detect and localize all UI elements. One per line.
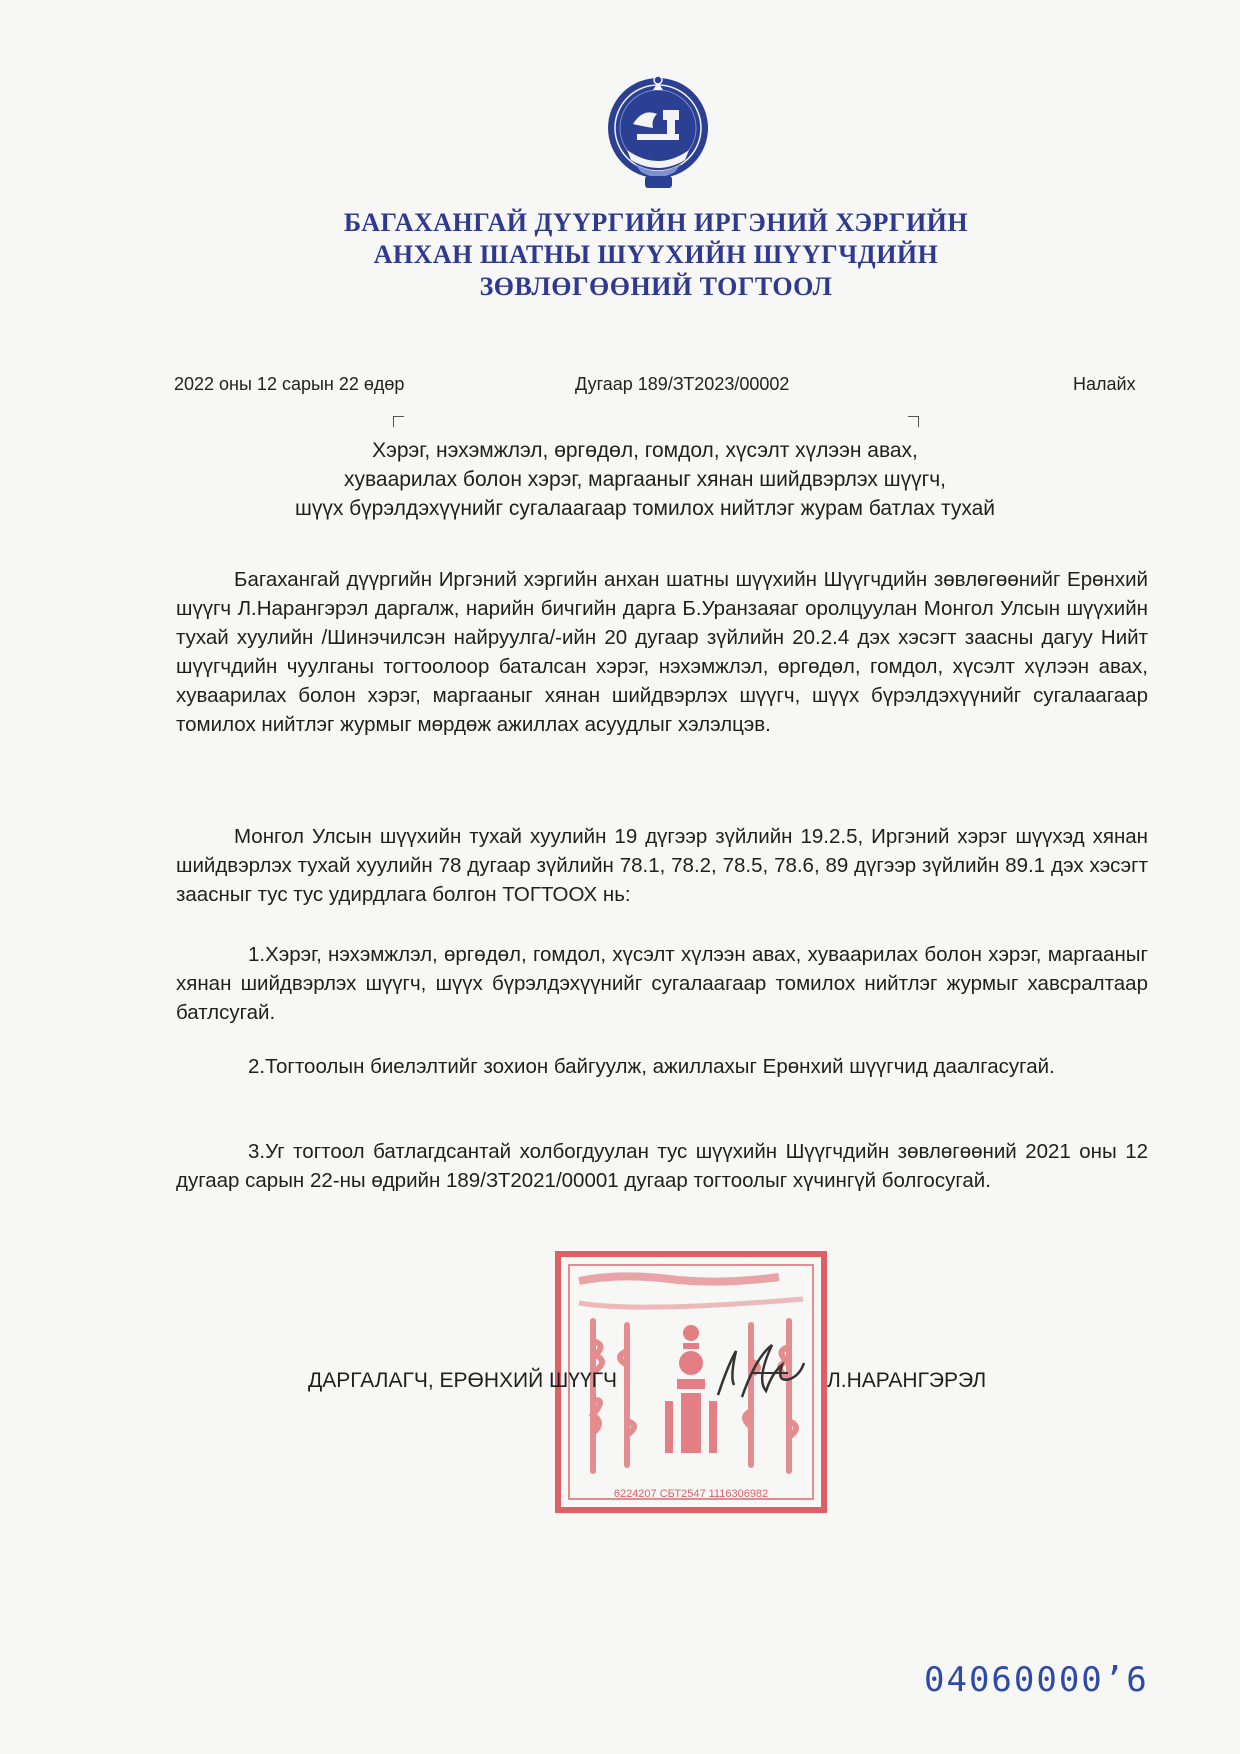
heading-line: ЗӨВЛӨГӨӨНИЙ ТОГТООЛ: [479, 272, 833, 301]
mongolia-state-emblem-icon: [605, 72, 712, 192]
resolution-item: 1.Хэрэг, нэхэмжлэл, өргөдөл, гомдол, хүсэлт хүлээн авах, хуваарилах болон хэрэг, маргааныг хянан шийдвэрлэх шүүгч, шүүх бүрэлдэхүүнийг сугалаагаар томилох нийтлэг журмыг хавсралтаар батлсугай.: [176, 943, 1148, 1024]
heading-line: АНХАН ШАТНЫ ШҮҮХИЙН ШҮҮГЧДИЙН: [373, 240, 939, 269]
document-date: 2022 оны 12 сарын 22 өдөр: [174, 374, 405, 394]
subject-corner-right: [908, 416, 919, 427]
legal-basis-paragraph: Монгол Улсын шүүхийн тухай хуулийн 19 дүгээр зүйлийн 19.2.5, Иргэний хэрэг шүүхэд хянан шийдвэрлэх тухай хуулийн 78 дугаар зүйлийн 78.1, 78.2, 78.5, 78.6, 89 дүгээр зүйлийн 89.1 дэх хэсэгт заасныг тус тус удирдлага болгон ТОГТООХ нь:: [176, 825, 1148, 906]
document-subject: [200, 436, 1090, 523]
subject-line: хуваарилах болон хэрэг, маргааныг хянан шийдвэрлэх шүүгч,: [343, 468, 947, 491]
heading-line: БАГАХАНГАЙ ДҮҮРГИЙН ИРГЭНИЙ ХЭРГИЙН: [343, 208, 969, 237]
subject-line: Хэрэг, нэхэмжлэл, өргөдөл, гомдол, хүсэлт хүлээн авах,: [372, 439, 918, 462]
subject-line: шүүх бүрэлдэхүүнийг сугалаагаар томилох нийтлэг журам батлах тухай: [294, 497, 996, 520]
stamp-number: 6224207 СБТ2547 1116306982: [613, 1488, 769, 1500]
signatory-title: ДАРГАЛАГЧ, ЕРӨНХИЙ ШҮҮГЧ: [308, 1369, 618, 1392]
handwritten-signature-icon: [712, 1337, 812, 1407]
signatory-name: Л.НАРАНГЭРЭЛ: [827, 1369, 987, 1392]
preamble-paragraph: Багахангай дүүргийн Иргэний хэргийн анхан шатны шүүхийн Шүүгчдийн зөвлөгөөнийг Ерөнхий шүүгч Л.Нарангэрэл даргалж, нарийн бичгийн дарга Б.Уранзаяаг оролцуулан Монгол Улсын шүүхийн тухай хуулийн /Шинэчилсэн найруулга/-ийн 20 дугаар зүйлийн 20.2.4 дэх хэсэгт заасны дагуу Нийт шүүгчдийн чуулганы тогтоолоор баталсан хэрэг, нэхэмжлэл, өргөдөл, гомдол, хүсэлт хүлээн авах, хуваарилах болон хэрэг, маргааныг хянан шийдвэрлэх шүүгч, шүүх бүрэлдэхүүнийг сугалаагаар томилох нийтлэг журмыг мөрдөж ажиллах асуудлыг хэлэлцэв.: [176, 568, 1148, 736]
serial-number: 04060000’6: [924, 1660, 1149, 1700]
resolution-item: 2.Тогтоолын биелэлтийг зохион байгуулж, ажиллахыг Ерөнхий шүүгчид даалгасугай.: [248, 1055, 1055, 1078]
document-place: Налайх: [1073, 374, 1136, 394]
document-number: Дугаар 189/ЗТ2023/00002: [575, 374, 790, 394]
subject-corner-left: [393, 416, 404, 427]
court-resolution-heading: [250, 207, 1062, 303]
resolution-item: 3.Уг тогтоол батлагдсантай холбогдуулан тус шүүхийн Шүүгчдийн зөвлөгөөний 2021 оны 12 дугаар сарын 22-ны өдрийн 189/ЗТ2021/00001 дугаар тогтоолыг хүчингүй болгосугай.: [176, 1140, 1148, 1192]
